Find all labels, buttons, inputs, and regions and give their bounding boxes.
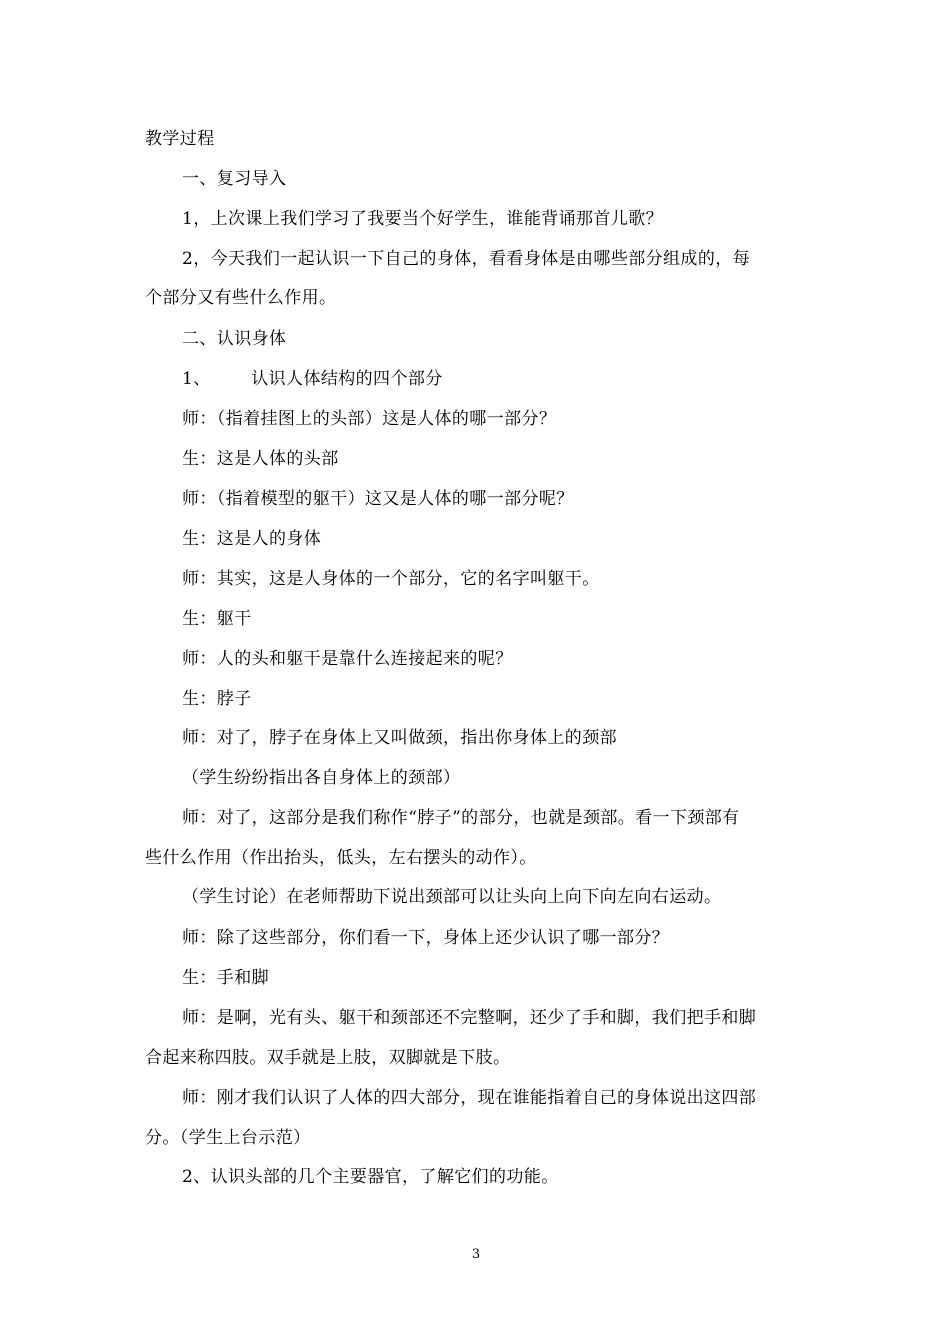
- stage-direction: （学生讨论）在老师帮助下说出颈部可以让头向上向下向左向右运动。: [182, 887, 722, 907]
- section-heading-teaching-process: 教学过程: [145, 129, 215, 149]
- dialogue-line: 师：是啊，光有头、躯干和颈部还不完整啊，还少了手和脚，我们把手和脚: [182, 1008, 757, 1028]
- dialogue-line: 些什么作用（作出抬头，低头，左右摆头的动作）。: [145, 848, 537, 868]
- dialogue-line: 师：对了，这部分是我们称作“脖子”的部分，也就是颈部。看一下颈部有: [182, 808, 740, 828]
- dialogue-line: 生：躯干: [182, 609, 252, 629]
- paragraph-line: 2，今天我们一起认识一下自己的身体，看看身体是由哪些部分组成的，每: [182, 249, 751, 269]
- dialogue-line: 师：对了，脖子在身体上又叫做颈，指出你身体上的颈部: [182, 728, 617, 748]
- heading-review-intro: 一、复习导入: [182, 169, 287, 189]
- dialogue-line: 生：这是人体的头部: [182, 449, 339, 469]
- paragraph-line: 个部分又有些什么作用。: [145, 288, 337, 308]
- dialogue-line: 师：除了这些部分，你们看一下，身体上还少认识了哪一部分？: [182, 928, 670, 948]
- dialogue-line: 分。（学生上台示范）: [145, 1128, 311, 1148]
- dialogue-line: 生：脖子: [182, 689, 252, 709]
- dialogue-line: 师：（指着挂图上的头部）这是人体的哪一部分？: [182, 409, 557, 429]
- dialogue-line: 生：手和脚: [182, 968, 269, 988]
- heading-know-body: 二、认识身体: [182, 329, 287, 349]
- dialogue-line: 师：人的头和躯干是靠什么连接起来的呢？: [182, 649, 513, 669]
- dialogue-line: 师：刚才我们认识了人体的四大部分，现在谁能指着自己的身体说出这四部: [182, 1088, 757, 1108]
- subheading-four-parts: 1、 认识人体结构的四个部分: [182, 369, 443, 389]
- page-number: 3: [471, 1247, 481, 1262]
- dialogue-line: 师：（指着模型的躯干）这又是人体的哪一部分呢？: [182, 489, 574, 509]
- dialogue-line: 合起来称四肢。双手就是上肢，双脚就是下肢。: [145, 1048, 511, 1068]
- subheading-head-organs: 2、认识头部的几个主要器官，了解它们的功能。: [182, 1167, 559, 1187]
- stage-direction: （学生纷纷指出各自身体上的颈部）: [182, 768, 461, 788]
- paragraph-line: 1，上次课上我们学习了我要当个好学生，谁能背诵那首儿歌？: [182, 209, 664, 229]
- dialogue-line: 师：其实，这是人身体的一个部分，它的名字叫躯干。: [182, 569, 600, 589]
- dialogue-line: 生：这是人的身体: [182, 529, 322, 549]
